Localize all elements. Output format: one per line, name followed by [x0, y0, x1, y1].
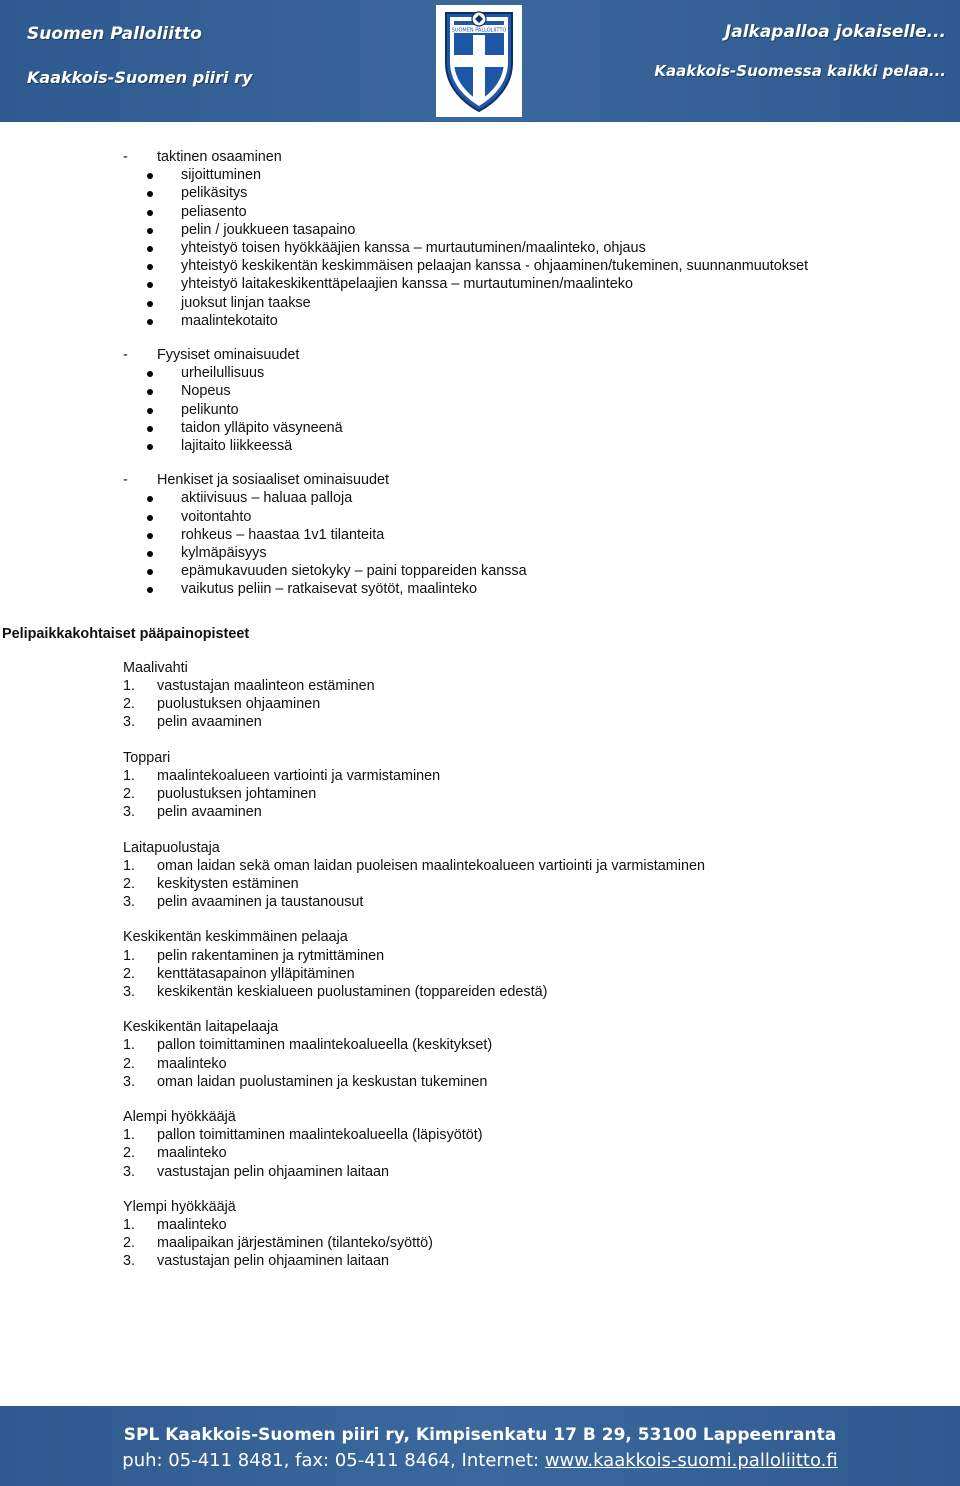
palloliitto-logo: [436, 5, 522, 117]
list-item: kylmäpäisyys: [0, 544, 960, 562]
list-item: peliasento: [0, 203, 960, 221]
footer-contact: [0, 1450, 960, 1471]
position-item: 3. pelin avaaminen: [123, 714, 262, 731]
bullet-list: [0, 489, 960, 598]
list-item: pelin / joukkueen tasapaino: [0, 221, 960, 239]
footer-phone-fax: puh: 05-411 8481, fax: 05-411 8464, Internet:: [122, 1450, 545, 1471]
group-heading-text: Henkiset ja sosiaaliset ominaisuudet: [157, 472, 389, 489]
dash-marker: -: [123, 149, 128, 165]
bullet-icon: [147, 515, 153, 521]
position-block: [0, 839, 960, 912]
list-item: yhteistyö keskikentän keskimmäisen pelaajan kanssa - ohjaaminen/tukeminen, suunnanmuutokset: [0, 257, 960, 275]
bullet-icon: [147, 389, 153, 395]
bullet-icon: [147, 551, 153, 557]
skill-group: [0, 148, 960, 330]
website-link[interactable]: www.kaakkois-suomi.palloliitto.fi: [544, 1450, 838, 1471]
position-item: 1. maalintekoalueen vartiointi ja varmistaminen: [123, 767, 441, 784]
list-item: epämukavuuden sietokyky – paini toppareiden kanssa: [0, 562, 960, 580]
position-item: 3. pelin avaaminen: [123, 804, 262, 821]
position-block: [0, 1198, 960, 1271]
bullet-icon: [147, 319, 153, 325]
list-item: aktiivisuus – haluaa palloja: [0, 489, 960, 507]
position-block: [0, 1018, 960, 1091]
list-item: Nopeus: [0, 382, 960, 400]
list-item: pelikäsitys: [0, 184, 960, 202]
bullet-icon: [147, 408, 153, 414]
list-item: lajitaito liikkeessä: [0, 437, 960, 455]
skill-group: [0, 346, 960, 455]
position-item: 3. oman laidan puolustaminen ja keskustan tukeminen: [123, 1073, 488, 1090]
position-block: [0, 659, 960, 732]
list-item: voitontahto: [0, 508, 960, 526]
org-name: Suomen Palloliitto: [27, 24, 202, 44]
list-item: pelikunto: [0, 401, 960, 419]
position-block: [0, 749, 960, 822]
position-item: 2. maalipaikan järjestäminen (tilanteko/syöttö): [123, 1235, 433, 1252]
crest-icon: [436, 5, 522, 117]
position-item: 3. keskikentän keskialueen puolustaminen (toppareiden edestä): [123, 983, 548, 1000]
bullet-icon: [147, 228, 153, 234]
header-banner: [0, 0, 960, 122]
position-item: 2. puolustuksen ohjaaminen: [123, 696, 321, 713]
position-item: 1. pallon toimittaminen maalintekoalueella (keskitykset): [123, 1037, 493, 1054]
section-title: Pelipaikkakohtaiset pääpainopisteet: [2, 625, 250, 642]
bullet-icon: [147, 444, 153, 450]
position-item: 2. kenttätasapainon ylläpitäminen: [123, 965, 355, 982]
position-item: 1. vastustajan maalinteon estäminen: [123, 678, 375, 695]
bullet-icon: [147, 569, 153, 575]
bullet-icon: [147, 210, 153, 216]
logo-lettering: SUOMEN PALLOLIITTO: [451, 27, 507, 34]
position-name: Keskikentän keskimmäinen pelaaja: [123, 929, 348, 946]
group-heading: [0, 471, 960, 489]
position-name: Laitapuolustaja: [123, 839, 220, 856]
bullet-icon: [147, 426, 153, 432]
position-item: 2. maalinteko: [123, 1055, 227, 1072]
group-heading: [0, 148, 960, 166]
position-item: 1. oman laidan sekä oman laidan puoleisen maalintekoalueen vartiointi ja varmistaminen: [123, 857, 705, 874]
position-name: Keskikentän laitapelaaja: [123, 1019, 279, 1036]
position-item: 2. keskitysten estäminen: [123, 875, 299, 892]
bullet-icon: [147, 587, 153, 593]
dash-marker: -: [123, 472, 128, 489]
bullet-icon: [147, 282, 153, 288]
position-item: 2. puolustuksen johtaminen: [123, 786, 317, 803]
position-item: 3. vastustajan pelin ohjaaminen laitaan: [123, 1253, 390, 1270]
position-item: 3. vastustajan pelin ohjaaminen laitaan: [123, 1163, 390, 1180]
bullet-icon: [147, 264, 153, 270]
list-item: vaikutus peliin – ratkaisevat syötöt, maalinteko: [0, 580, 960, 598]
position-name: Ylempi hyökkääjä: [123, 1198, 236, 1215]
slogan-primary: Jalkapalloa jokaiselle...: [724, 22, 946, 42]
group-heading: [0, 346, 960, 364]
bullet-icon: [147, 173, 153, 179]
document-body: [0, 148, 960, 1288]
bullet-icon: [147, 191, 153, 197]
position-name: Alempi hyökkääjä: [123, 1108, 236, 1125]
skill-group: [0, 471, 960, 598]
position-item: 3. pelin avaaminen ja taustanousut: [123, 894, 364, 911]
group-heading-text: taktinen osaaminen: [157, 149, 282, 165]
position-name: Toppari: [123, 749, 171, 766]
position-block: [0, 1108, 960, 1181]
slogan-secondary: Kaakkois-Suomessa kaikki pelaa...: [654, 62, 946, 80]
bullet-list: [0, 166, 960, 330]
list-item: yhteistyö toisen hyökkääjien kanssa – murtautuminen/maalinteko, ohjaus: [0, 239, 960, 257]
position-item: 1. maalinteko: [123, 1216, 227, 1233]
list-item: yhteistyö laitakeskikenttäpelaajien kanssa – murtautuminen/maalinteko: [0, 275, 960, 293]
bullet-icon: [147, 371, 153, 377]
position-name: Maalivahti: [123, 659, 188, 676]
bullet-icon: [147, 301, 153, 307]
list-item: juoksut linjan taakse: [0, 294, 960, 312]
list-item: maalintekotaito: [0, 312, 960, 330]
bullet-icon: [147, 246, 153, 252]
position-item: 1. pallon toimittaminen maalintekoalueella (läpisyötöt): [123, 1127, 483, 1144]
list-item: urheilullisuus: [0, 364, 960, 382]
bullet-list: [0, 364, 960, 455]
bullet-icon: [147, 496, 153, 502]
footer-address: SPL Kaakkois-Suomen piiri ry, Kimpisenkatu 17 B 29, 53100 Lappeenranta: [123, 1425, 837, 1445]
group-heading-text: Fyysiset ominaisuudet: [157, 347, 300, 364]
list-item: taidon ylläpito väsyneenä: [0, 419, 960, 437]
list-item: rohkeus – haastaa 1v1 tilanteita: [0, 526, 960, 544]
footer-banner: [0, 1406, 960, 1486]
position-item: 1. pelin rakentaminen ja rytmittäminen: [123, 947, 385, 964]
bullet-icon: [147, 533, 153, 539]
list-item: sijoittuminen: [0, 166, 960, 184]
dash-marker: -: [123, 347, 128, 364]
position-block: [0, 928, 960, 1001]
position-item: 2. maalinteko: [123, 1145, 227, 1162]
district-name: Kaakkois-Suomen piiri ry: [27, 68, 253, 87]
